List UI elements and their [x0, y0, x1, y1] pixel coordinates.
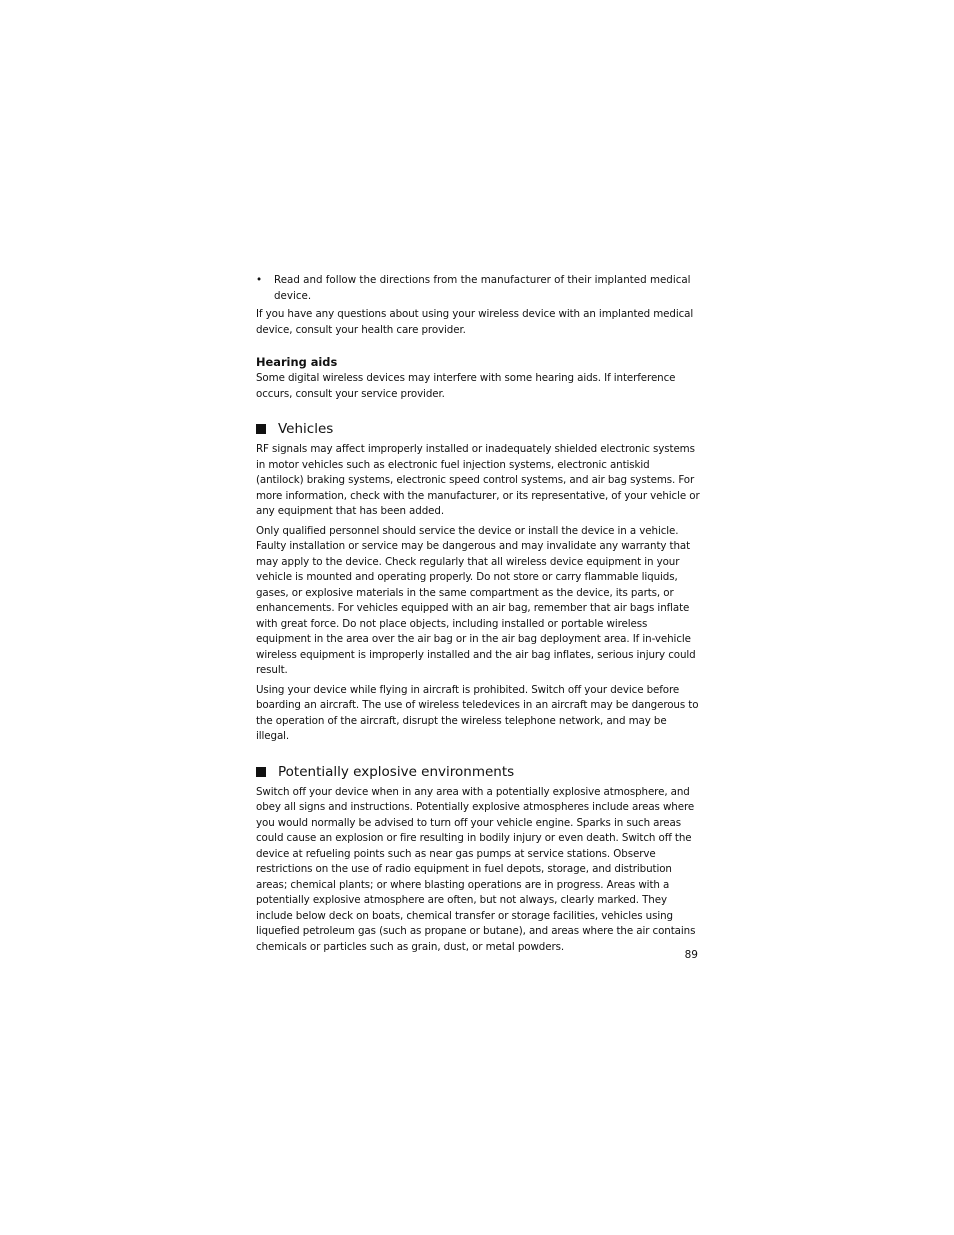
- bullet-icon: •: [256, 274, 263, 286]
- square-bullet-icon: [256, 767, 266, 777]
- explosive-heading-text: Potentially explosive environments: [278, 763, 515, 780]
- explosive-section-heading: [256, 763, 700, 781]
- vehicles-paragraph-1: RF signals may affect improperly installed or inadequately shielded electronic systems in motor vehicles such as electronic fuel injection systems, electronic antiskid (antilock) braking systems, electronic speed control systems, and air bag systems. For more information, check with the manufacturer, or its representative, of your vehicle or any equipment that has been added.: [256, 443, 700, 517]
- intro-paragraph: If you have any questions about using your wireless device with an implanted medical device, consult your health care provider.: [256, 308, 694, 336]
- list-item: [256, 273, 700, 304]
- page-number: 89: [684, 949, 698, 961]
- hearing-aids-paragraph: Some digital wireless devices may interfere with some hearing aids. If interference occurs, consult your service provider.: [256, 372, 676, 400]
- explosive-paragraph-1: Switch off your device when in any area with a potentially explosive atmosphere, and obey all signs and instructions. Potentially explosive atmospheres include areas where you would normally be advised to turn off your vehicle engine. Sparks in such areas could cause an explosion or fire resulting in bodily injury or even death. Switch off the device at refueling points such as near gas pumps at service stations. Observe restrictions on the use of radio equipment in fuel depots, storage, and distribution areas; chemical plants; or where blasting operations are in progress. Areas with a potentially explosive atmosphere are often, but not always, clearly marked. They include below deck on boats, chemical transfer or storage facilities, vehicles using liquefied petroleum gas (such as propane or butane), and areas where the air contains chemicals or particles such as grain, dust, or metal powders.: [256, 785, 696, 953]
- vehicles-paragraph-2: Only qualified personnel should service the device or install the device in a vehicle. Faulty installation or service may be dangerous and may invalidate any warranty that may apply to the device. Check regularly that all wireless device equipment in your vehicle is mounted and operating properly. Do not store or carry flammable liquids, gases, or explosive materials in the same compartment as the device, its parts, or enhancements. For vehicles equipped with an air bag, remember that air bags inflate with great force. Do not place objects, including installed or portable wireless equipment in the area over the air bag or in the air bag deployment area. If in-vehicle wireless equipment is improperly installed and the air bag inflates, serious injury could result.: [256, 524, 696, 676]
- bullet-text: Read and follow the directions from the manufacturer of their implanted medical device.: [274, 274, 691, 302]
- vehicles-section-heading: [256, 420, 700, 438]
- vehicles-heading-text: Vehicles: [278, 421, 334, 437]
- hearing-aids-heading: Hearing aids: [256, 355, 338, 369]
- square-bullet-icon: [256, 424, 266, 434]
- page-content: [256, 273, 700, 955]
- vehicles-paragraph-3: Using your device while flying in aircraft is prohibited. Switch off your device before boarding an aircraft. The use of wireless teledevices in an aircraft may be dangerous to the operation of the aircraft, disrupt the wireless telephone network, and may be illegal.: [256, 683, 699, 742]
